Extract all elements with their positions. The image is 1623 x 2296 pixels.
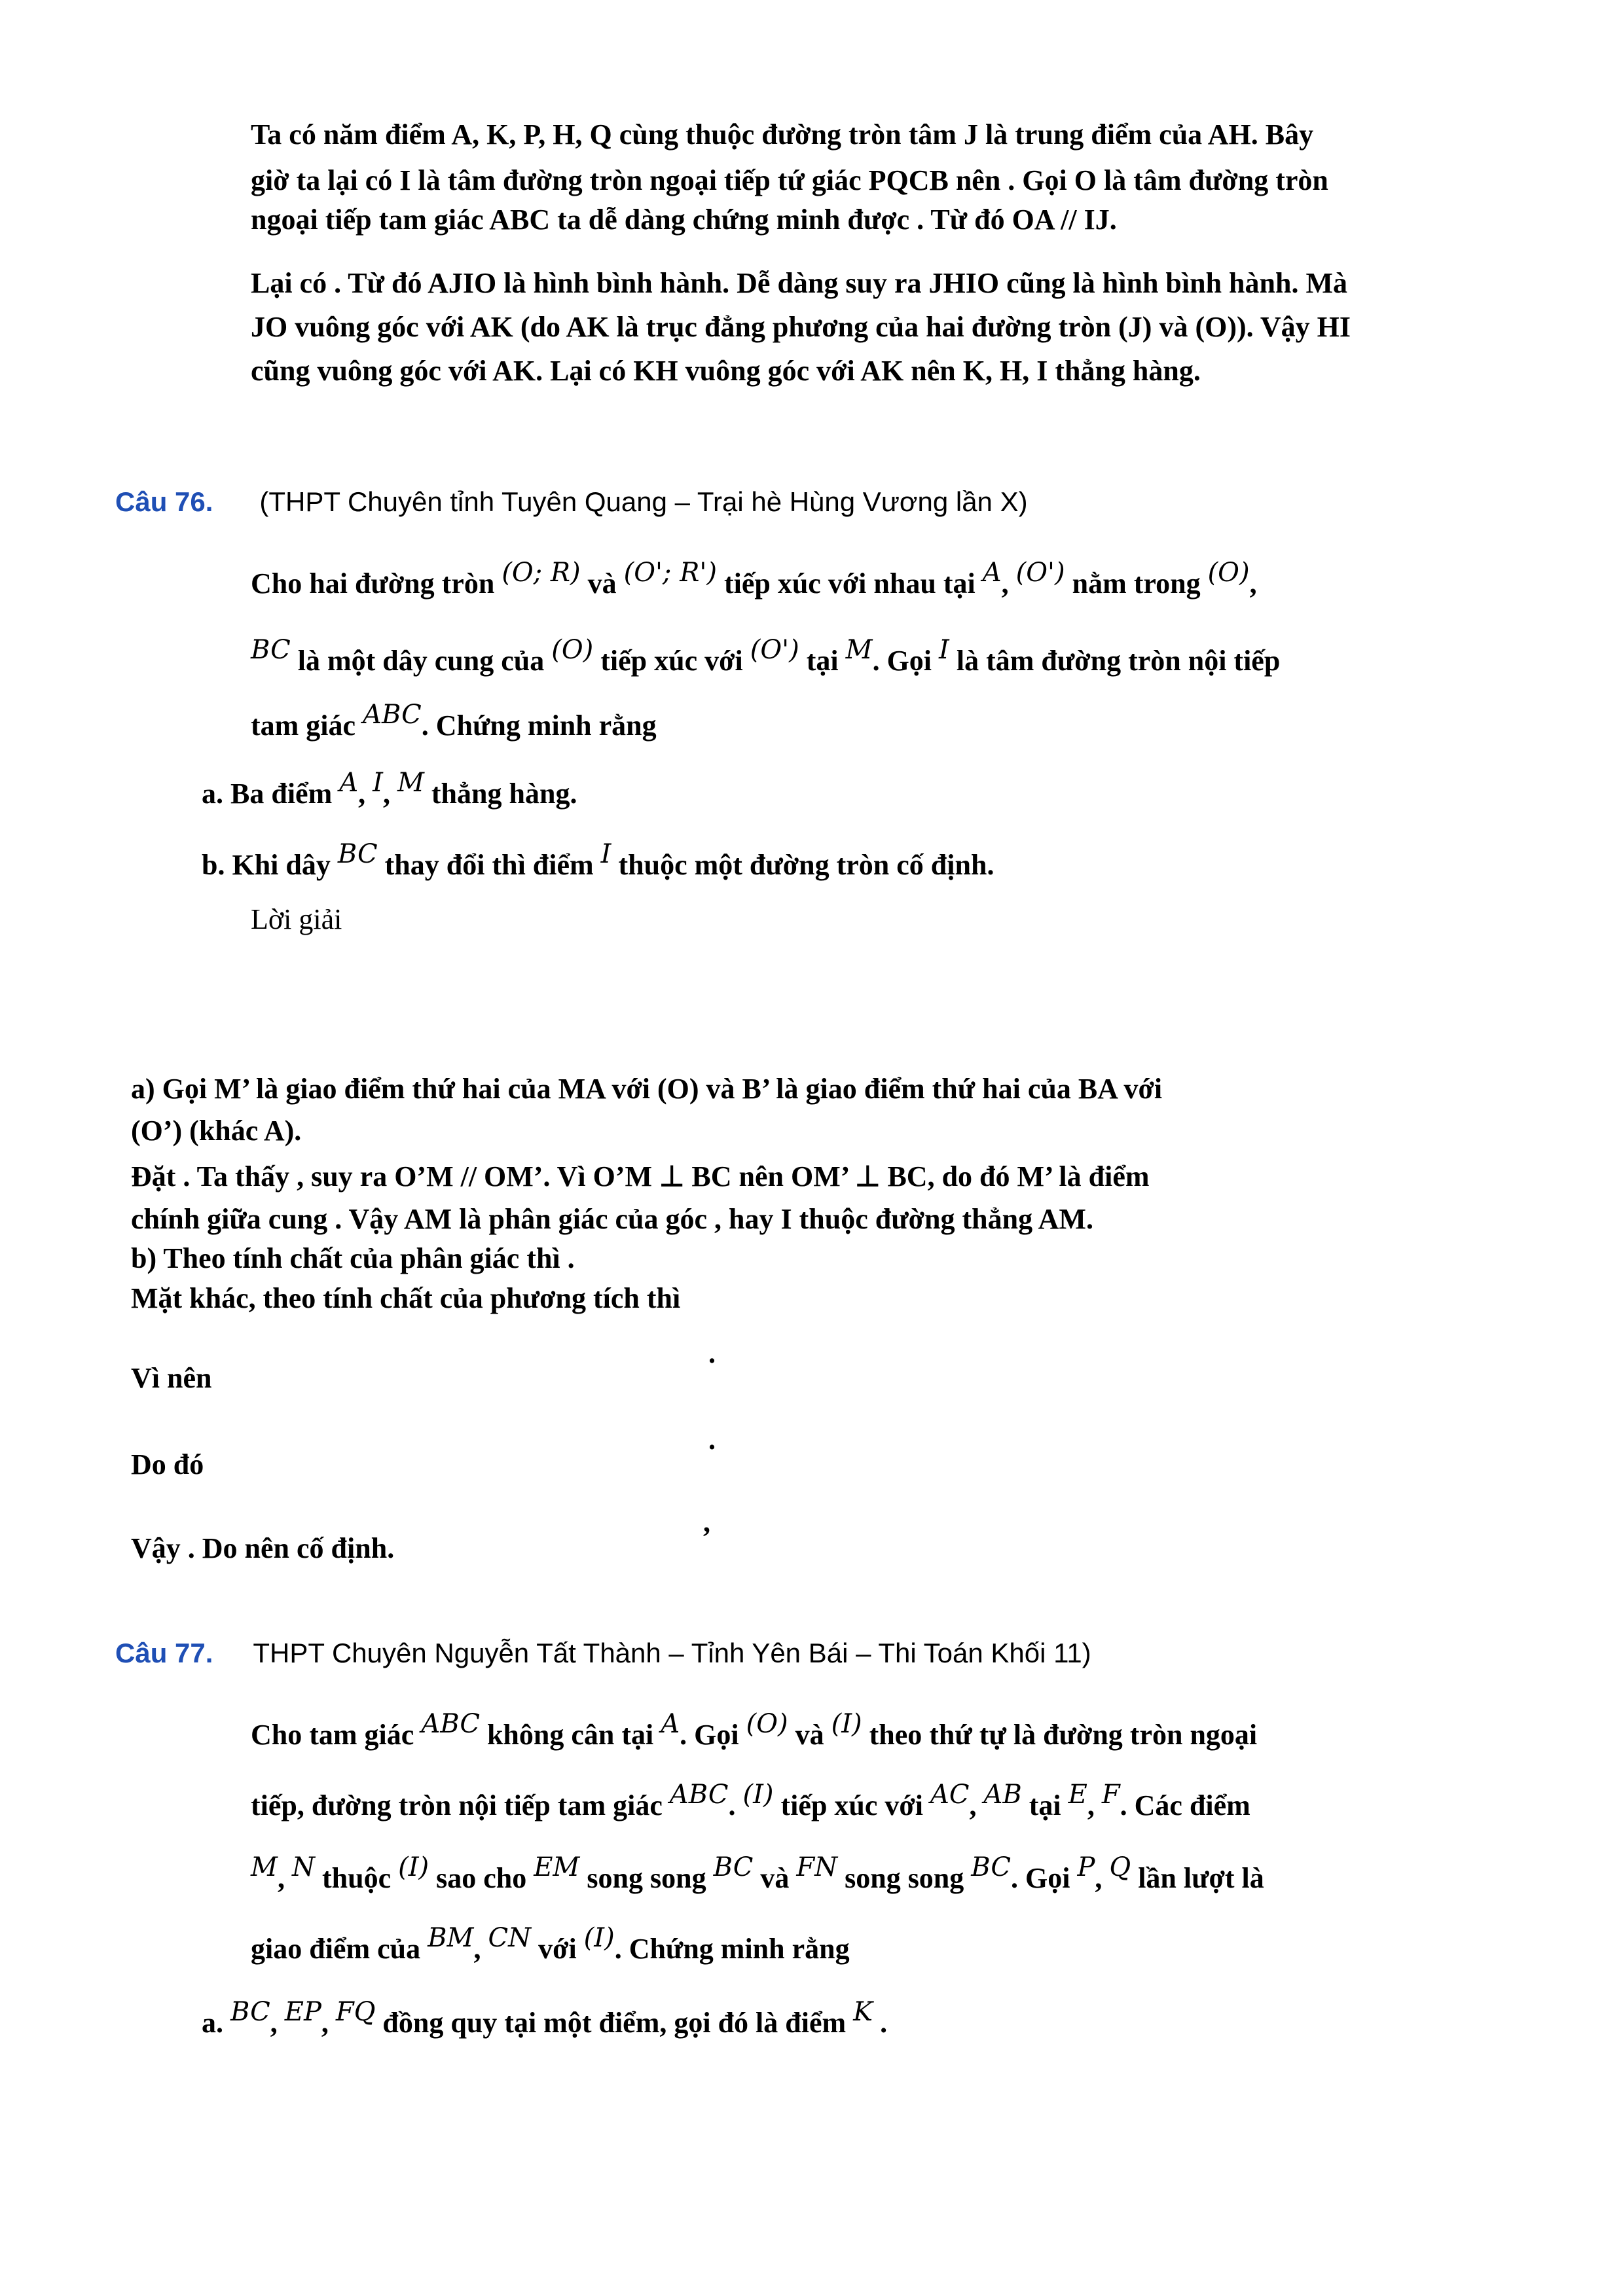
intro-line-5: JO vuông góc với AK (do AK là trục đẳng phương của hai đường tròn (J) và (O)). Vậy HI [251,311,1351,343]
math-triangle-ABC: ABC [363,700,422,730]
question-76-label: Câu 76. [115,486,213,517]
math-segment-BC: BC [230,1997,270,2027]
math-circle-O: (O) [551,635,594,665]
math-point-M: M [397,768,424,798]
math-circle-O-R: (O; R) [501,558,581,588]
solution-line-8: Do đó [131,1448,204,1480]
math-segment-AC: AC [930,1780,970,1810]
math-segment-EP: EP [284,1997,321,2027]
math-circle-I: (I) [398,1852,429,1882]
math-point-N: N [291,1852,315,1882]
math-point-M: M [845,635,873,665]
math-chord-BC: BC [337,839,378,869]
math-point-E: E [1068,1780,1087,1810]
question-77-label: Câu 77. [115,1638,213,1668]
q76-statement-line-1: Cho hai đường tròn (O; R) và (O'; R') tiếp xúc với nhau tại A, (O') nằm trong (O), [251,558,1257,600]
q77-statement-line-2: tiếp, đường tròn nội tiếp tam giác ABC. (I) tiếp xúc với AC, AB tại E, F. Các điểm [251,1780,1250,1821]
math-point-A: A [982,558,1002,588]
math-point-A: A [339,768,359,798]
math-triangle-ABC: ABC [669,1780,729,1810]
solution-label: Lời giải [251,903,342,935]
math-segment-FQ: FQ [335,1997,376,2027]
solution-dot-1: . [708,1337,716,1369]
math-segment-AB: AB [983,1780,1022,1810]
math-circle-O-prime-R-prime: (O'; R') [623,558,717,588]
math-circle-I: (I) [583,1923,615,1953]
math-segment-CN: CN [488,1923,532,1953]
intro-line-4: Lại có . Từ đó AJIO là hình bình hành. Dễ dàng suy ra JHIO cũng là hình bình hành. Mà [251,267,1347,299]
intro-line-3: ngoại tiếp tam giác ABC ta dễ dàng chứng minh được . Từ đó OA // IJ. [251,204,1117,236]
math-circle-I: (I) [742,1780,774,1810]
solution-line-9: Vậy . Do nên cố định. [131,1532,395,1564]
question-76-source: (THPT Chuyên tỉnh Tuyên Quang – Trại hè Hùng Vương lần X) [259,486,1028,517]
q77-statement-line-4: giao điểm của BM, CN với (I). Chứng minh rằng [251,1923,850,1965]
math-circle-I: (I) [831,1709,862,1739]
math-circle-O: (O) [1207,558,1250,588]
solution-line-4: chính giữa cung . Vậy AM là phân giác của góc , hay I thuộc đường thẳng AM. [131,1203,1093,1235]
solution-line-5: b) Theo tính chất của phân giác thì . [131,1242,575,1274]
intro-line-2: giờ ta lại có I là tâm đường tròn ngoại tiếp tứ giác PQCB nên . Gọi O là tâm đường tròn [251,164,1328,196]
q76-part-a: a. Ba điểm A, I, M thẳng hàng. [202,768,577,810]
q77-statement-line-3: M, N thuộc (I) sao cho EM song song BC và FN song song BC. Gọi P, Q lần lượt là [251,1852,1264,1894]
math-circle-O: (O) [746,1709,788,1739]
solution-comma: , [703,1506,710,1538]
math-circle-O-prime: (O') [750,635,799,665]
q76-statement-line-3: tam giác ABC. Chứng minh rằng [251,700,657,742]
question-77-header [115,1634,1091,1673]
math-point-A: A [661,1709,680,1739]
math-triangle-ABC: ABC [421,1709,480,1739]
math-circle-O-prime: (O') [1015,558,1065,588]
math-segment-EM: EM [534,1852,580,1882]
math-point-I: I [939,635,949,665]
math-segment-BC: BC [971,1852,1012,1882]
math-chord-BC: BC [251,635,291,665]
math-segment-BM: BM [428,1923,474,1953]
math-point-F: F [1101,1780,1120,1810]
question-76-header [115,482,1028,522]
solution-line-7: Vì nên [131,1362,212,1394]
math-point-I: I [600,839,611,869]
q76-part-b: b. Khi dây BC thay đổi thì điểm I thuộc một đường tròn cố định. [202,839,994,881]
q77-statement-line-1: Cho tam giác ABC không cân tại A. Gọi (O) và (I) theo thứ tự là đường tròn ngoại [251,1709,1258,1751]
intro-line-6: cũng vuông góc với AK. Lại có KH vuông góc với AK nên K, H, I thẳng hàng. [251,355,1201,387]
solution-line-2: (O’) (khác A). [131,1115,302,1147]
solution-line-3: Đặt . Ta thấy , suy ra O’M // OM’. Vì O’M ⊥ BC nên OM’ ⊥ BC, do đó M’ là điểm [131,1160,1150,1193]
math-point-Q: Q [1109,1852,1131,1882]
solution-line-1: a) Gọi M’ là giao điểm thứ hai của MA với (O) và B’ là giao điểm thứ hai của BA với [131,1073,1163,1105]
question-77-source: THPT Chuyên Nguyễn Tất Thành – Tỉnh Yên Bái – Thi Toán Khối 11) [253,1638,1091,1668]
math-segment-BC: BC [713,1852,754,1882]
math-segment-FN: FN [796,1852,838,1882]
math-point-K: K [853,1997,873,2027]
intro-line-1: Ta có năm điểm A, K, P, H, Q cùng thuộc đường tròn tâm J là trung điểm của AH. Bây [251,118,1314,151]
math-point-I: I [373,768,383,798]
solution-line-6: Mặt khác, theo tính chất của phương tích thì [131,1282,681,1314]
math-point-P: P [1077,1852,1095,1882]
q77-part-a: a. BC, EP, FQ đồng quy tại một điểm, gọi đó là điểm K . [202,1997,888,2039]
q76-statement-line-2: BC là một dây cung của (O) tiếp xúc với (O') tại M. Gọi I là tâm đường tròn nội tiếp [251,635,1281,677]
solution-dot-2: . [708,1424,716,1456]
math-point-M: M [251,1852,278,1882]
